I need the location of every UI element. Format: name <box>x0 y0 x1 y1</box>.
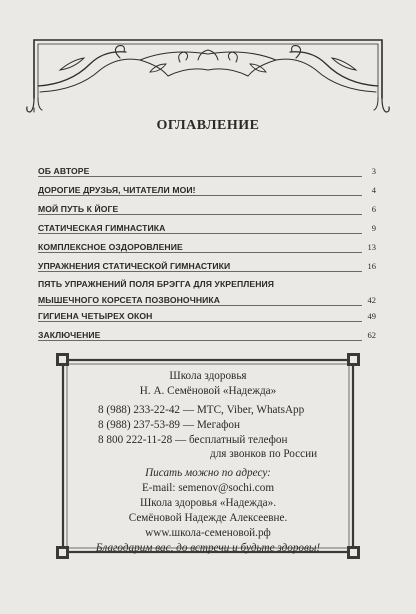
toc-entry-rule <box>38 321 362 322</box>
phone-desc: — Мегафон <box>182 419 240 431</box>
toc-entry-rule <box>38 252 362 253</box>
phone-line <box>98 418 240 432</box>
phone-line <box>98 403 304 417</box>
phone-number[interactable]: 8 (988) 233-22-42 <box>98 404 181 416</box>
toc-entry-rule <box>38 176 362 177</box>
phone-note: для звонков по России <box>210 448 318 460</box>
thanks-text: Благодарим вас, до встречи и будьте здоровы! <box>95 542 321 554</box>
toc-entry-rule <box>38 271 362 272</box>
toc-entry[interactable] <box>38 185 376 196</box>
phone-desc: — МТС, Viber, WhatsApp <box>182 404 305 416</box>
toc-entry-rule <box>38 214 362 215</box>
phone-line <box>98 433 288 447</box>
toc-entry-page: 4 <box>371 185 376 195</box>
toc-entry[interactable] <box>38 223 376 234</box>
toc-entry[interactable] <box>38 279 376 306</box>
toc-entry-title: МЫШЕЧНОГО КОРСЕТА ПОЗВОНОЧНИКА <box>38 295 221 305</box>
toc-entry-rule <box>38 340 362 341</box>
address-line-2: Семёновой Надежде Алексеевне. <box>128 512 288 524</box>
toc-entry-title: ЗАКЛЮЧЕНИЕ <box>38 330 101 340</box>
phone-number[interactable]: 8 800 222-11-28 <box>98 434 173 446</box>
toc-entry-title: ДОРОГИЕ ДРУЗЬЯ, ЧИТАТЕЛИ МОИ! <box>38 185 196 195</box>
write-label: Писать можно по адресу: <box>145 467 271 479</box>
toc-entry-page: 62 <box>367 330 376 340</box>
address-line-1: Школа здоровья «Надежда». <box>139 497 277 509</box>
toc-entry-title: ОБ АВТОРЕ <box>38 166 90 176</box>
toc-heading: ОГЛАВЛЕНИЕ <box>156 118 260 133</box>
toc-entry[interactable] <box>38 204 376 215</box>
toc-entry[interactable] <box>38 261 376 272</box>
toc-entry-title: МОЙ ПУТЬ К ЙОГЕ <box>38 204 119 214</box>
toc-entry-page: 13 <box>367 242 376 252</box>
toc-entry[interactable] <box>38 330 376 341</box>
toc-entry-page: 42 <box>367 295 376 305</box>
toc-entry-title: КОМПЛЕКСНОЕ ОЗДОРОВЛЕНИЕ <box>38 242 183 252</box>
school-founder: Н. А. Семёновой «Надежда» <box>139 385 277 397</box>
toc-entry-page: 6 <box>371 204 376 214</box>
toc-entry[interactable] <box>38 166 376 177</box>
toc-entry-title: УПРАЖНЕНИЯ СТАТИЧЕСКОЙ ГИМНАСТИКИ <box>38 261 231 271</box>
phone-desc: — бесплатный телефон <box>174 434 288 446</box>
toc-entry-page: 49 <box>367 311 376 321</box>
toc-entry[interactable] <box>38 242 376 253</box>
toc-entry-page: 16 <box>367 261 376 271</box>
toc-entry[interactable] <box>38 311 376 322</box>
toc-entry-rule <box>38 195 362 196</box>
toc-entry-page: 9 <box>371 223 376 233</box>
toc-entry-rule <box>38 233 362 234</box>
school-name: Школа здоровья <box>169 370 247 382</box>
toc-entry-page: 3 <box>371 166 376 176</box>
phone-number[interactable]: 8 (988) 237-53-89 <box>98 419 181 431</box>
toc-entry-title: СТАТИЧЕСКАЯ ГИМНАСТИКА <box>38 223 166 233</box>
website-link[interactable]: www.школа-семеновой.рф <box>145 527 271 539</box>
toc-entry-rule <box>38 305 362 306</box>
toc-entry-title: ГИГИЕНА ЧЕТЫРЕХ ОКОН <box>38 311 153 321</box>
email-link[interactable]: E-mail: semenov@sochi.com <box>141 482 275 494</box>
toc-entry-title-line1: ПЯТЬ УПРАЖНЕНИЙ ПОЛЯ БРЭГГА ДЛЯ УКРЕПЛЕНИЯ <box>38 279 275 289</box>
